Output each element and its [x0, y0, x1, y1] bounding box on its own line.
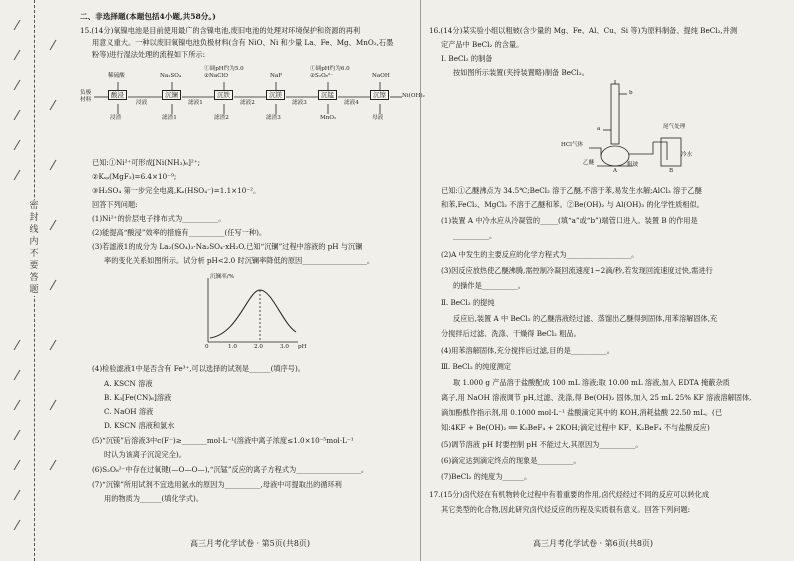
flow-step-box: 沉锰: [318, 90, 337, 100]
known-line: 回答下列问题:: [92, 200, 138, 209]
question-line: 用的物质为______(填化学式)。: [104, 494, 204, 503]
question-line: (1)Ni²⁺的价层电子排布式为__________。: [92, 214, 226, 223]
apparatus-label: HCl气体: [561, 142, 584, 148]
body-line: 的操作是__________。: [453, 281, 525, 290]
apparatus-label: A: [613, 168, 618, 174]
question-line: (3)若滤液1的成分为 La₂(SO₄)₃·Na₂SO₄·xH₂O,已知“沉镧”过程中溶液的 pH 与沉镧: [92, 242, 363, 251]
flow-filtrate-label: 滤液1: [188, 100, 203, 106]
flow-filtrate-label: 滤液2: [240, 100, 255, 106]
flow-reagent-label: ①调pH约为6.0 ②S₂O₈²⁻: [310, 66, 350, 79]
body-line: (5)调节溶液 pH 时要控制 pH 不能过大,其原因为__________。: [441, 440, 643, 449]
flow-filtrate-label: 滤液3: [292, 100, 307, 106]
graph-tick: 0: [205, 344, 209, 350]
apparatus-label: b: [629, 90, 633, 96]
body-line: (6)滴定达到滴定终点的现象是__________。: [441, 456, 581, 465]
question-line: (2)能提高“酸浸”效率的措施有__________(任写一种)。: [92, 228, 267, 237]
flow-step-box: 沉镍: [370, 90, 389, 100]
flow-product: Ni(OH)₂: [402, 93, 425, 99]
flow-reagent-label: NaOH: [372, 73, 390, 79]
body-line: (1)装置 A 中冷水应从冷凝管的_____(填“a”或“b”)端管口进入。装置 B 的作用是: [441, 216, 698, 225]
body-line: 17.(15分)卤代烃在有机物转化过程中有着重要的作用,卤代烃经过不同的反应可以转化成: [429, 490, 710, 499]
flow-filtrate-label: 浸液: [136, 100, 148, 106]
apparatus-label: 乙醚: [583, 160, 595, 166]
body-line: 取 1.000 g 产品溶于盐酸配成 100 mL 溶液;取 10.00 mL 溶液,加入 EDTA 掩蔽杂质: [453, 378, 730, 387]
body-line: 和苯,FeCl₂、MgCl₂ 不溶于乙醚和苯。②Be(OH)₂ 与 Al(OH)₃ 的化学性质相似。: [441, 200, 704, 209]
body-line: 已知:①乙醚沸点为 34.5℃;BeCl₂ 溶于乙醚,不溶于苯,易发生水解;AlCl₃ 溶于乙醚: [441, 186, 702, 195]
apparatus-diagram: [561, 80, 701, 175]
flow-reagent-label: Na₂SO₄: [160, 73, 182, 79]
body-line: 分搅拌后过滤、洗涤、干燥得 BeCl₂ 粗品。: [441, 329, 581, 338]
graph-tick: 1.0: [228, 344, 237, 350]
body-line: 离子,用 NaOH 溶液调节 pH,过滤、洗涤,得 Be(OH)₂ 固体,加入 25 mL 25% KF 溶液溶解固体,: [441, 393, 752, 402]
known-line: ②Kₛₚ(MgF₂)=6.4×10⁻⁹;: [92, 172, 177, 181]
binding-margin: [0, 0, 72, 561]
q15-line: 用意义重大。一种以废旧氧镍电池负极材料(含有 NiO、Ni 和少量 La、Fe、Mg、MnO₂,石墨: [92, 38, 394, 47]
section-title: 二、非选择题(本题包括4小题,共58分。): [80, 12, 216, 21]
question-line: 时认为该离子沉淀完全)。: [104, 450, 186, 459]
body-line: (4)用苯溶解固体,充分搅拌后过滤,目的是__________。: [441, 346, 614, 355]
graph-xlabel: pH: [298, 344, 307, 350]
page-footer: 高三月考化学试卷 · 第6页(共8页): [533, 539, 654, 548]
body-line: 反应后,装置 A 中 BeCl₂ 的乙醚溶液经过滤、蒸馏出乙醚得到固体,用苯溶解固体,充: [453, 314, 718, 323]
body-line: 其它类型的化合物,因此研究卤代烃反应的历程及实质很有意义。回答下列问题:: [441, 505, 691, 514]
body-line: __________。: [453, 231, 497, 240]
flow-reagent-label: ①调pH约为5.0 ②NaClO: [204, 66, 244, 79]
q15-line: 粉等)进行湿法处理的流程如下所示:: [92, 50, 206, 59]
lanthanum-precipitation-graph: [198, 272, 308, 352]
graph-ylabel: 沉镧率/%: [210, 274, 234, 280]
page-footer: 高三月考化学试卷 · 第5页(共8页): [190, 539, 311, 548]
q16-line: 定产品中 BeCl₂ 的含量。: [441, 40, 524, 49]
flow-step-box: 酸浸: [108, 90, 127, 100]
flow-residue-label: 浸渣: [110, 115, 122, 121]
flow-residue-label: 滤渣1: [162, 115, 177, 121]
body-line: (3)因反应放热使乙醚沸腾,需控制冷凝回流速度1~2滴/秒,若发现回流速度过快,需进行: [441, 266, 713, 275]
process-flowchart: [80, 66, 425, 155]
flow-filtrate-label: 滤液4: [344, 100, 359, 106]
apparatus-label: 尾气处理: [663, 124, 686, 130]
question-line: (4)检验滤液1中是否含有 Fe³⁺,可以选择的试剂是______(填序号)。: [92, 364, 305, 373]
binding-note: 密封线内不要答题: [27, 200, 41, 296]
flow-reagent-label: 稀硫酸: [108, 73, 125, 79]
option-line: B. K₃[Fe(CN)₆]溶液: [104, 393, 172, 402]
apparatus-label: 粗铍: [627, 162, 639, 168]
q16-line: Ⅰ. BeCl₂ 的制备: [441, 54, 493, 63]
body-line: Ⅲ. BeCl₂ 的纯度测定: [441, 362, 511, 371]
option-line: D. KSCN 溶液和氯水: [104, 421, 175, 430]
flow-step-box: 沉镧: [162, 90, 181, 100]
graph-tick: 2.0: [254, 344, 263, 350]
flow-residue-label: MnO₂: [320, 115, 337, 121]
flow-start-label: 负极 材料: [80, 90, 92, 103]
q16-line: 按如图所示装置(夹持装置略)制备 BeCl₂。: [453, 68, 589, 77]
body-line: (2)A 中发生的主要反应的化学方程式为__________________。: [441, 250, 639, 259]
body-line: (7)BeCl₂ 的纯度为______。: [441, 472, 532, 481]
question-line: (5)“沉镁”后溶液3中c(F⁻)≥_______mol·L⁻¹(溶液中离子浓度≤1.0×10⁻⁵mol·L⁻¹: [92, 436, 354, 445]
body-line: 滴加酚酞作指示剂,用 0.1000 mol·L⁻¹ 盐酸滴定其中的 KOH,消耗盐酸 22.50 mL。(已: [441, 408, 723, 417]
page-5: [80, 0, 425, 561]
known-line: ③H₂SO₄ 第一步完全电离,Kₐ(HSO₄⁻)=1.1×10⁻²。: [92, 186, 261, 195]
flow-reagent-label: NaF: [270, 73, 283, 79]
question-line: (7)“沉镍”所用试剂不宜选用氨水的原因为__________,母液中可提取出的循环利: [92, 480, 342, 489]
flow-residue-label: 滤渣3: [266, 115, 281, 121]
apparatus-label: a: [597, 126, 601, 132]
flow-arrows: [80, 70, 415, 155]
flow-residue-label: 母液: [372, 115, 384, 121]
known-line: 已知:①Ni²⁺可形成[Ni(NH₃)₆]²⁺;: [92, 158, 201, 167]
option-line: A. KSCN 溶液: [104, 379, 153, 388]
q15-line: 15.(14分)氧镍电池是目前使用最广的含镍电池,废旧电池的处理对环境保护和资源的再利: [80, 26, 361, 35]
flow-step-box: 沉镁: [266, 90, 285, 100]
page-6: [420, 0, 791, 561]
question-line: 率的变化关系如图所示。试分析 pH<2.0 时沉镧率降低的原因__________________。: [104, 256, 375, 265]
apparatus-label: B: [669, 168, 674, 174]
flow-residue-label: 滤渣2: [214, 115, 229, 121]
body-line: 知:4KF + Be(OH)₂ ══ K₂BeF₄ + 2KOH;滴定过程中 KF、K₂BeF₄ 不与盐酸反应): [441, 423, 710, 432]
flow-step-box: 沉铁: [214, 90, 233, 100]
apparatus-label: 冷水: [681, 152, 693, 158]
graph-plot: [198, 272, 308, 352]
q16-line: 16.(14分)某实验小组以粗铍(含少量的 Mg、Fe、Al、Cu、Si 等)为原料制备、提纯 BeCl₂,并测: [429, 26, 738, 35]
question-line: (6)S₂O₈²⁻中存在过氧键(—O—O—),“沉锰”反应的离子方程式为__________________。: [92, 465, 369, 474]
body-line: Ⅱ. BeCl₂ 的提纯: [441, 298, 495, 307]
graph-tick: 3.0: [280, 344, 289, 350]
option-line: C. NaOH 溶液: [104, 407, 154, 416]
